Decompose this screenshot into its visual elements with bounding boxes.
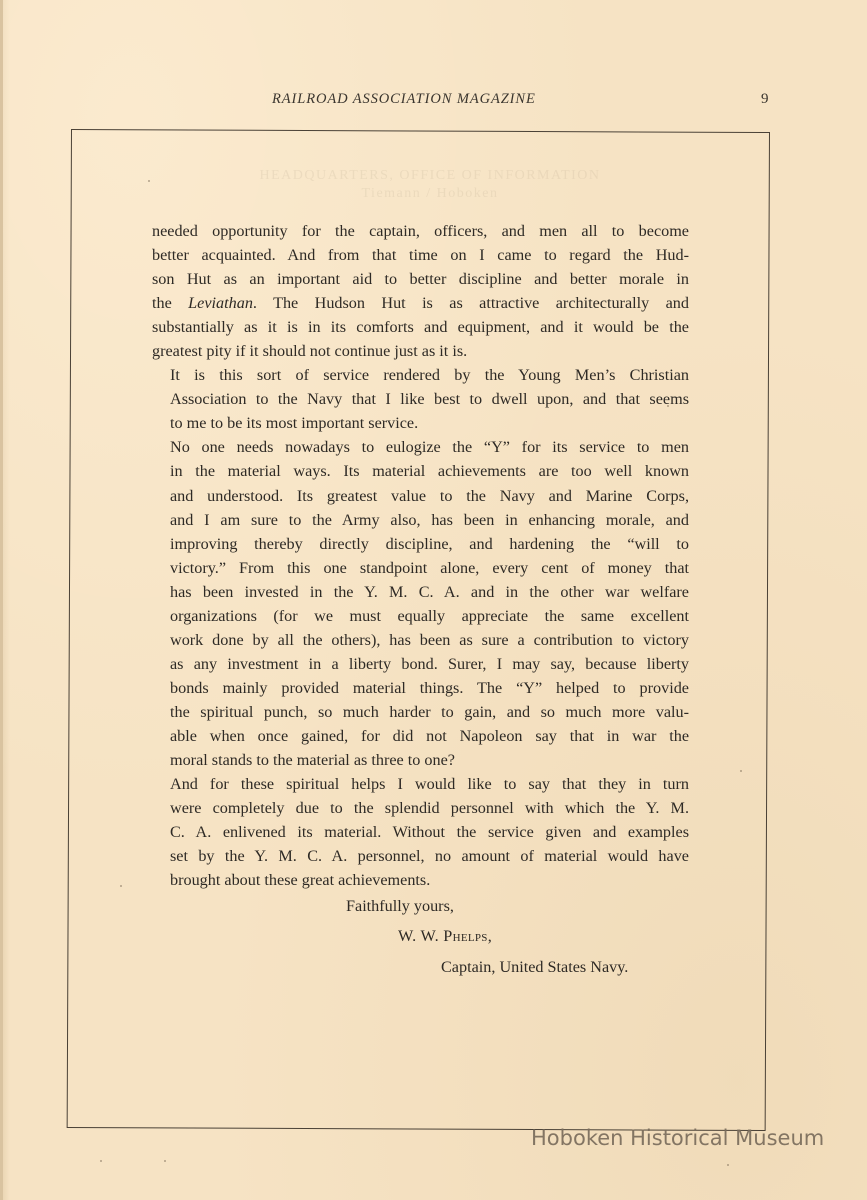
- paper-speck: [667, 405, 669, 407]
- text-line: substantially as it is in its comforts and equipment, and it would be the: [152, 318, 689, 337]
- text-line: bonds mainly provided material things. The “Y” helped to provide: [170, 678, 689, 697]
- text-line: moral stands to the material as three to one?: [170, 751, 455, 770]
- text-line: the Leviathan. The Hudson Hut is as attractive architecturally and: [152, 294, 689, 313]
- letter-body: [152, 219, 689, 892]
- italic-ship-name: Leviathan: [188, 294, 253, 313]
- page-number: 9: [761, 91, 769, 107]
- signature-name: [398, 927, 492, 946]
- text-line: organizations (for we must equally appreciate the same excellent: [170, 606, 689, 625]
- paper-speck: [120, 885, 122, 887]
- text-line: as any investment in a liberty bond. Surer, I may say, because liberty: [170, 654, 689, 673]
- paragraph: [152, 219, 689, 363]
- paper-speck: [164, 1160, 166, 1162]
- paragraph: [152, 435, 689, 772]
- text-line: work done by all the others), has been as sure a contribution to victory: [170, 630, 689, 649]
- text-line: in the material ways. Its material achievements are too well known: [170, 462, 689, 481]
- text-line: son Hut as an important aid to better discipline and better morale in: [152, 270, 689, 289]
- text-line: better acquainted. And from that time on I came to regard the Hud-: [152, 246, 689, 265]
- running-head: RAILROAD ASSOCIATION MAGAZINE: [272, 91, 536, 107]
- paragraph: [152, 772, 689, 892]
- text-line: the spiritual punch, so much harder to gain, and so much more valu-: [170, 702, 689, 721]
- bleed-line-2: Tiemann / Hoboken: [361, 186, 499, 201]
- signature-closing: Faithfully yours,: [346, 897, 454, 915]
- bleed-line-1: HEADQUARTERS, OFFICE OF INFORMATION: [259, 168, 601, 183]
- museum-watermark: Hoboken Historical Museum: [531, 1126, 825, 1150]
- text-line: needed opportunity for the captain, officers, and men all to become: [152, 222, 689, 240]
- paragraph: [152, 363, 689, 435]
- text-line: were completely due to the splendid personnel with which the Y. M.: [170, 799, 689, 818]
- text-line: set by the Y. M. C. A. personnel, no amount of material would have: [170, 847, 689, 866]
- signature-surname: Phelps,: [443, 927, 493, 945]
- paper-speck: [740, 770, 742, 772]
- paper-speck: [100, 1160, 102, 1162]
- paper-speck: [148, 180, 150, 182]
- text-line: able when once gained, for did not Napoleon say that in war the: [170, 726, 689, 745]
- text-line: to me to be its most important service.: [170, 414, 419, 433]
- text-line: and understood. Its greatest value to the Navy and Marine Corps,: [170, 486, 689, 505]
- text-line: greatest pity if it should not continue just as it is.: [152, 342, 468, 361]
- text-line: brought about these great achievements.: [170, 871, 431, 890]
- signature-title: Captain, United States Navy.: [441, 958, 629, 976]
- bleed-through-text: [230, 167, 630, 203]
- text-line: No one needs nowadays to eulogize the “Y” for its service to men: [170, 438, 689, 457]
- text-line: improving thereby directly discipline, and hardening the “will to: [170, 534, 689, 553]
- text-line: It is this sort of service rendered by the Young Men’s Christian: [170, 366, 689, 385]
- text-line: victory.” From this one standpoint alone, every cent of money that: [170, 558, 689, 577]
- text-line: And for these spiritual helps I would like to say that they in turn: [170, 775, 689, 794]
- text-line: and I am sure to the Army also, has been in enhancing morale, and: [170, 510, 689, 529]
- page-edge: [0, 0, 3, 1200]
- text-line: Association to the Navy that I like best to dwell upon, and that seems: [170, 390, 689, 409]
- text-line: C. A. enlivened its material. Without the service given and examples: [170, 823, 689, 842]
- text-line: has been invested in the Y. M. C. A. and in the other war welfare: [170, 582, 689, 601]
- signature-initials: W. W.: [398, 927, 439, 945]
- paper-speck: [727, 1164, 729, 1166]
